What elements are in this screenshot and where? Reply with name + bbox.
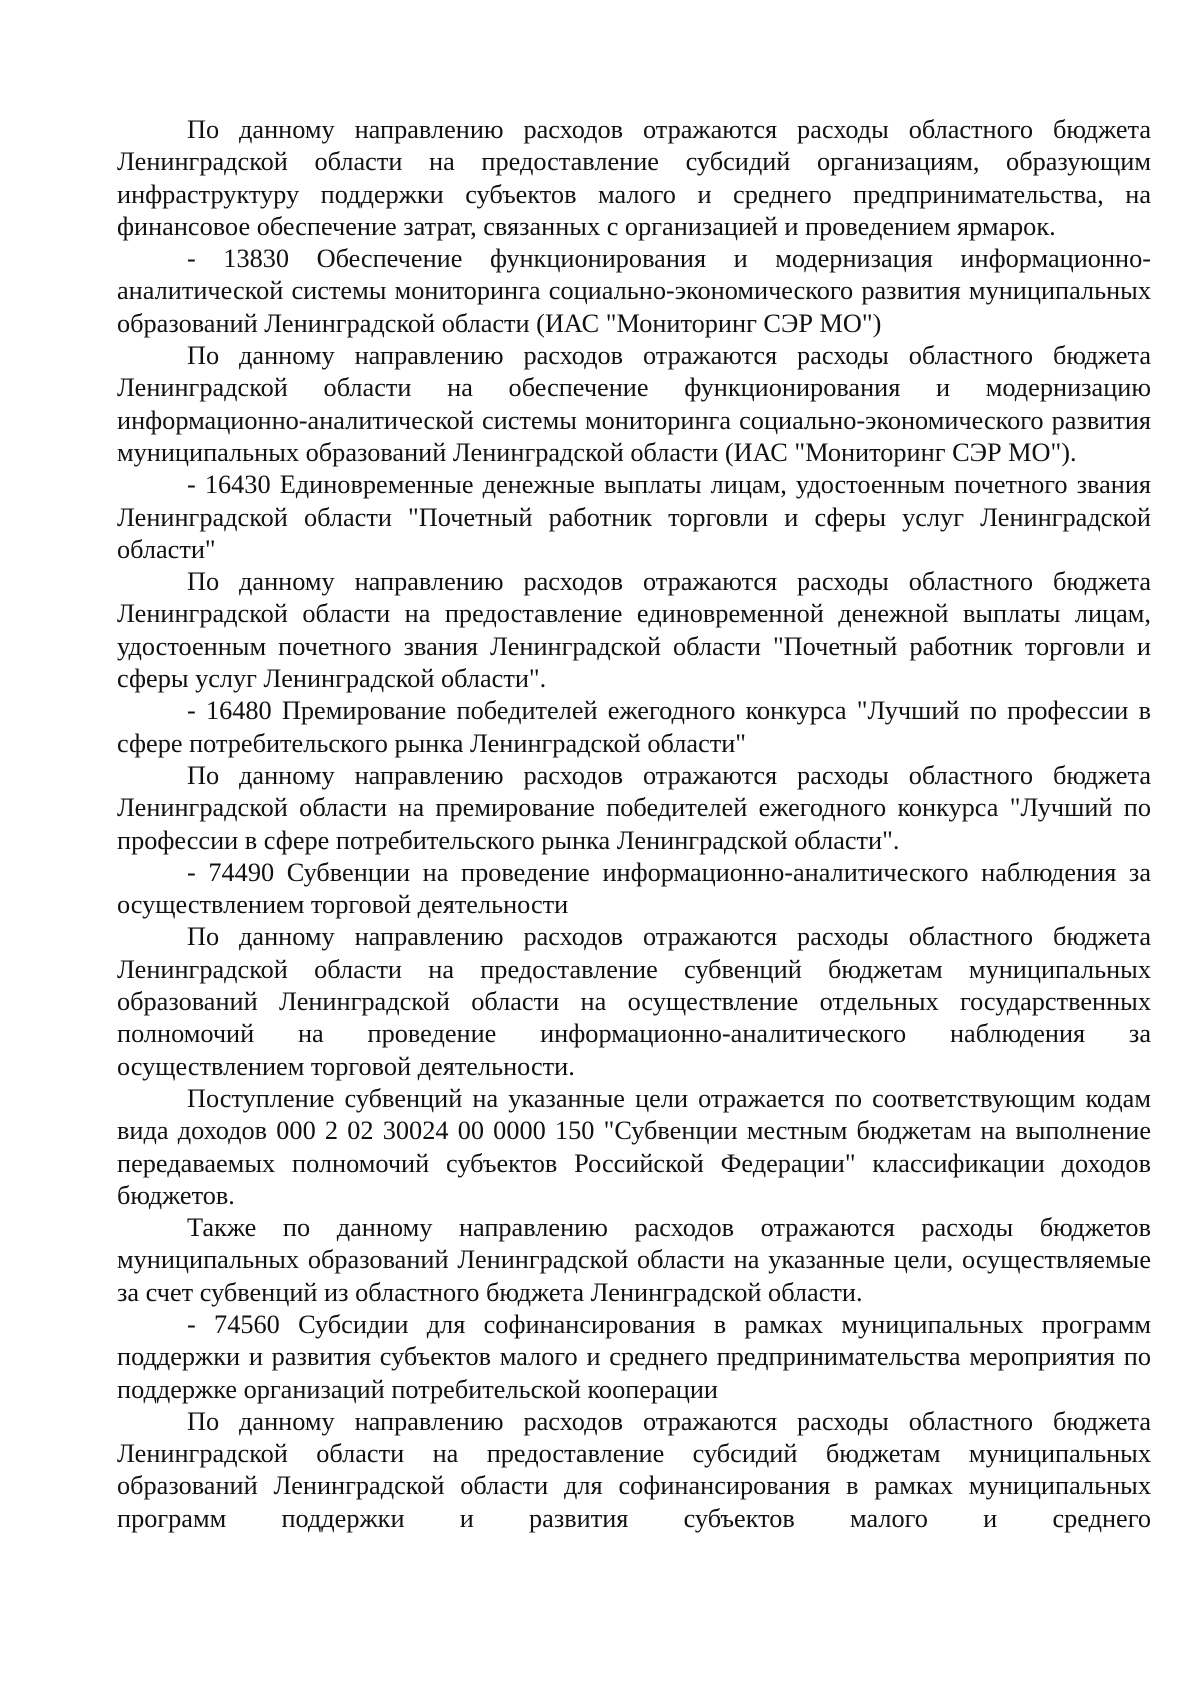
paragraph: По данному направлению расходов отражаются расходы областного бюджета Ленинградской области на предоставление субсидий организациям, образующим инфраструктуру поддержки субъектов малого и среднего предпринимательства, на финансовое обеспечение затрат, связанных с организацией и проведением ярмарок. bbox=[117, 115, 1151, 241]
document-body bbox=[117, 114, 1151, 1535]
paragraph: По данному направлению расходов отражаются расходы областного бюджета Ленинградской области на премирование победителей ежегодного конкурса "Лучший по профессии в сфере потребительского рынка Ленинградской области". bbox=[117, 760, 1151, 855]
paragraph: - 16430 Единовременные денежные выплаты лицам, удостоенным почетного звания Ленинградской области "Почетный работник торговли и сферы услуг Ленинградской области" bbox=[117, 470, 1151, 564]
paragraph: Поступление субвенций на указанные цели отражается по соответствующим кодам вида доходов 000 2 02 30024 00 0000 150 "Субвенции местным бюджетам на выполнение передаваемых полномочий субъектов Российской Федерации" классификации доходов бюджетов. bbox=[117, 1083, 1151, 1210]
paragraph: Также по данному направлению расходов отражаются расходы бюджетов муниципальных образований Ленинградской области на указанные цели, осуществляемые за счет субвенций из областного бюджета Ленинградской области. bbox=[117, 1213, 1151, 1307]
paragraph: По данному направлению расходов отражаются расходы областного бюджета Ленинградской области на предоставление субсидий бюджетам муниципальных образований Ленинградской области для софинансирования в рамках муниципальных программ поддержки и развития субъектов малого и среднего bbox=[117, 1406, 1151, 1533]
paragraph: - 74490 Субвенции на проведение информационно-аналитического наблюдения за осуществлением торговой деятельности bbox=[117, 857, 1151, 920]
paragraph: По данному направлению расходов отражаются расходы областного бюджета Ленинградской области на предоставление субвенций бюджетам муниципальных образований Ленинградской области на осуществление отдельных государственных полномочий на проведение информационно-аналитического наблюдения за осуществлением торговой деятельности. bbox=[117, 922, 1151, 1081]
paragraph: По данному направлению расходов отражаются расходы областного бюджета Ленинградской области на предоставление единовременной денежной выплаты лицам, удостоенным почетного звания Ленинградской области "Почетный работник торговли и сферы услуг Ленинградской области". bbox=[117, 567, 1151, 694]
paragraph: - 74560 Субсидии для софинансирования в рамках муниципальных программ поддержки и развития субъектов малого и среднего предпринимательства мероприятия по поддержке организаций потребительской кооперации bbox=[117, 1309, 1151, 1404]
paragraph: По данному направлению расходов отражаются расходы областного бюджета Ленинградской области на обеспечение функционирования и модернизацию информационно-аналитической системы мониторинга социально-экономического развития муниципальных образований Ленинградской области (ИАС "Мониторинг СЭР МО"). bbox=[117, 341, 1151, 467]
paragraph: - 16480 Премирование победителей ежегодного конкурса "Лучший по профессии в сфере потребительского рынка Ленинградской области" bbox=[117, 696, 1151, 758]
paragraph: - 13830 Обеспечение функционирования и модернизация информационно-аналитической системы мониторинга социально-экономического развития муниципальных образований Ленинградской области (ИАС "Мониторинг СЭР МО") bbox=[117, 244, 1151, 338]
